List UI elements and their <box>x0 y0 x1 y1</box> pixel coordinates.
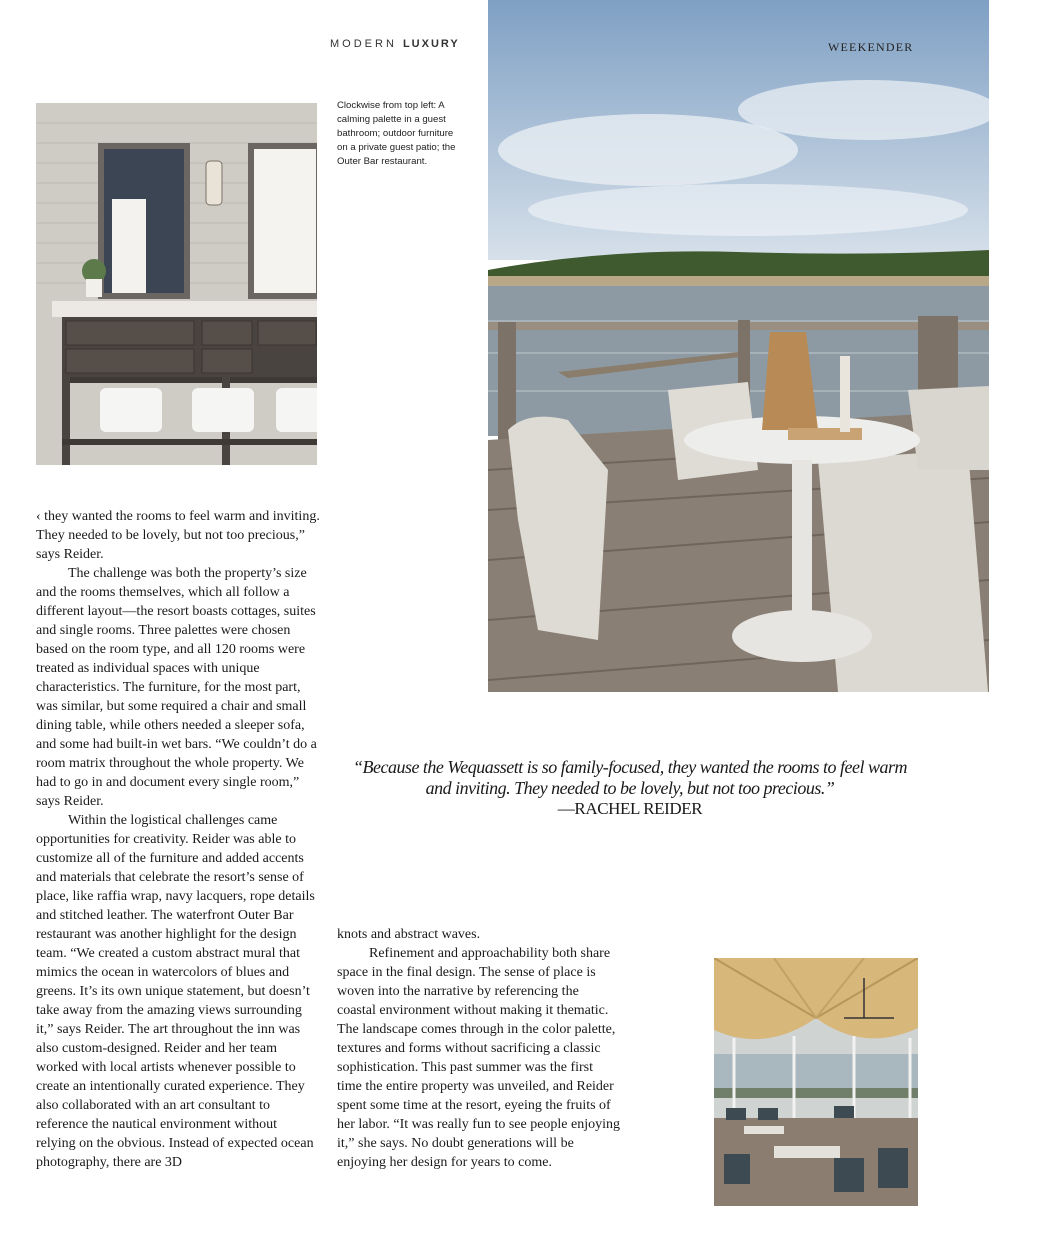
brand-light: MODERN <box>330 38 397 50</box>
paragraph: ‹ they wanted the rooms to feel warm and inviting. They needed to be lovely, but not too precious,” says Reider. <box>36 509 320 562</box>
pull-quote: “Because the Wequassett is so family-focused, they wanted the rooms to feel warm and inviting. They needed to be lovely, but not too precious.” <box>352 757 908 798</box>
paragraph: Within the logistical challenges came opportunities for creativity. Reider was able to customize all of the furniture and added accents and materials that celebrate the resort’s sense of place, like raffia wrap, navy lacquers, rope details and stitched leather. The waterfront Outer Bar restaurant was another highlight for the design team. “We created a custom abstract mural that mimics the ocean in watercolors of blues and greens. It’s its own unique statement, but doesn’t take away from the amazing views surrounding it,” says Reider. The art throughout the inn was also custom-designed. Reider and her team worked with local artists whenever possible to create an intentionally curated experience. They also collaborated with an art consultant to reference the nautical environment without relying on the obvious. Instead of expected ocean photography, there are 3D <box>36 813 315 1170</box>
photo-caption: Clockwise from top left: A calming palette in a guest bathroom; outdoor furniture on a private guest patio; the Outer Bar restaurant. <box>337 100 456 167</box>
paragraph: Refinement and approachability both share space in the final design. The sense of place is woven into the narrative by referencing the coastal environment without making it thematic. The landscape comes through in the color palette, textures and forms without sacrificing a classic sophistication. This past summer was the first time the entire property was unveiled, and Reider spent some time at the resort, eyeing the fruits of her labor. “It was really fun to see people enjoying it,” she says. No doubt generations will be enjoying her design for years to come. <box>337 946 621 1170</box>
paragraph: knots and abstract waves. <box>337 927 481 942</box>
section-label: WEEKENDER <box>828 40 914 54</box>
restaurant-photo <box>714 958 918 1206</box>
bathroom-illustration <box>36 103 317 465</box>
patio-photo <box>488 0 989 692</box>
brand-bold: LUXURY <box>402 38 460 50</box>
restaurant-illustration <box>714 958 918 1206</box>
bathroom-photo <box>36 103 317 465</box>
paragraph: The challenge was both the property’s size and the rooms themselves, which all follow a different layout—the resort boasts cottages, suites and single rooms. Three palettes were chosen based on the room type, and all 120 rooms were treated as individual spaces with unique characteristics. The furniture, for the most part, was similar, but some required a chair and small dining table, while others needed a sleeper sofa, and some had built-in wet bars. “We couldn’t do a room matrix throughout the whole property. We had to go in and document every single room,” says Reider. <box>36 566 317 809</box>
article-column-1 <box>36 507 320 1172</box>
patio-illustration <box>488 0 989 692</box>
article-column-2 <box>337 925 621 1172</box>
pull-quote-attribution: —RACHEL REIDER <box>557 799 703 818</box>
